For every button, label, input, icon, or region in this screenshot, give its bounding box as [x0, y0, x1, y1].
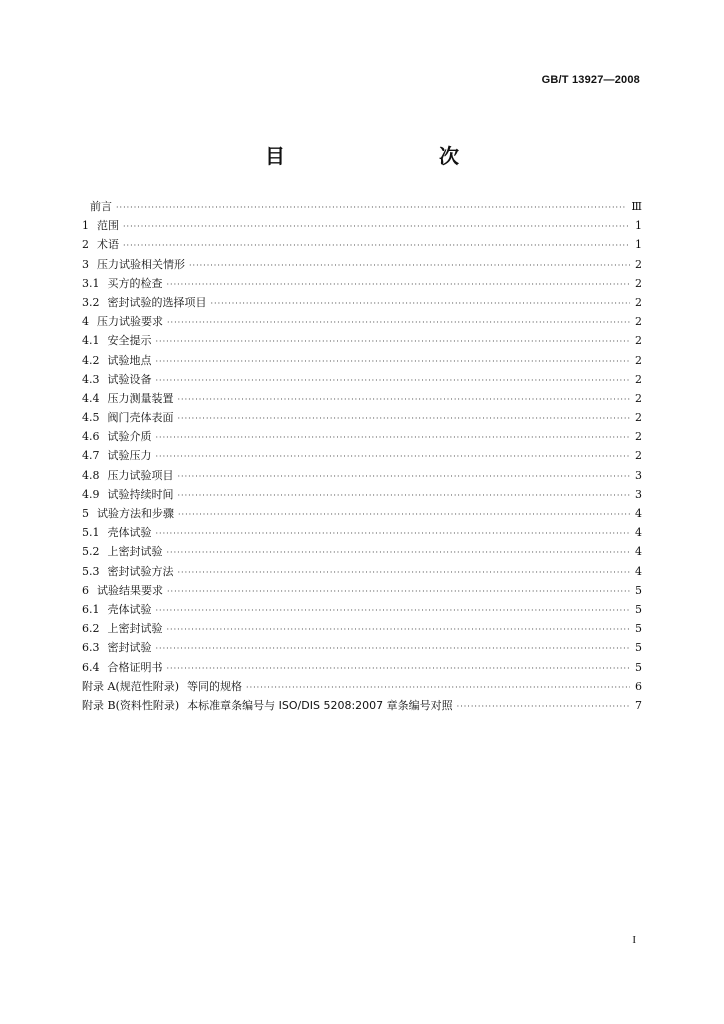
toc-leader [167, 620, 631, 638]
toc-page: 2 [635, 430, 642, 444]
toc-page: Ⅲ [631, 200, 642, 213]
toc-leader [457, 697, 630, 715]
toc-page: 4 [635, 526, 642, 540]
toc-page: 3 [635, 487, 642, 501]
toc-row[interactable] [82, 293, 642, 312]
toc-leader [156, 524, 631, 542]
toc-row[interactable] [82, 235, 642, 254]
toc-page: 5 [635, 622, 642, 636]
toc-page: 5 [635, 660, 642, 674]
toc-page: 7 [635, 698, 642, 712]
toc-leader [156, 639, 631, 657]
toc-row[interactable] [82, 408, 642, 427]
toc-leader [156, 447, 631, 465]
toc-label: 密封试验方法 [107, 564, 174, 578]
toc-leader [178, 409, 631, 427]
toc-row[interactable] [82, 312, 642, 331]
toc-row[interactable] [82, 542, 642, 561]
toc-label: 压力试验要求 [97, 315, 163, 329]
toc-label: 试验压力 [107, 449, 152, 463]
toc-number: 4.9 [82, 487, 100, 501]
toc-page: 1 [635, 219, 642, 233]
toc-page: 2 [635, 276, 642, 290]
toc-label: 试验地点 [107, 353, 152, 367]
toc-label: 试验介质 [107, 430, 152, 444]
toc-label: 压力测量装置 [107, 391, 174, 405]
toc-label: 壳体试验 [107, 602, 152, 616]
toc-number: 1 [82, 219, 89, 233]
toc-row-appendix-a[interactable] [82, 677, 642, 696]
toc-page: 2 [635, 353, 642, 367]
toc-row-foreword[interactable] [82, 197, 642, 216]
toc-number: 6.4 [82, 660, 100, 674]
toc-page: 2 [635, 334, 642, 348]
toc-page: 1 [635, 238, 642, 252]
toc-label: 压力试验项目 [107, 468, 174, 482]
toc-row[interactable] [82, 581, 642, 600]
toc-page: 5 [635, 602, 642, 616]
toc-label: 本标准章条编号与 ISO/DIS 5208:2007 章条编号对照 [187, 698, 453, 712]
toc-leader [178, 563, 631, 581]
toc-leader [178, 390, 631, 408]
toc-leader [167, 543, 631, 561]
toc-row[interactable] [82, 370, 642, 389]
toc-leader [167, 659, 631, 677]
toc-label: 阀门壳体表面 [107, 411, 174, 425]
toc-label: 试验方法和步骤 [97, 507, 174, 520]
toc-leader [211, 294, 631, 312]
toc-page: 4 [635, 507, 642, 520]
toc-leader [246, 678, 630, 696]
toc-row[interactable] [82, 504, 642, 523]
toc-label: 试验设备 [107, 372, 152, 386]
toc-number: 4.5 [82, 411, 100, 425]
toc-row[interactable] [82, 619, 642, 638]
toc-number: 6.3 [82, 641, 100, 655]
toc-number: 6 [82, 583, 89, 597]
toc-leader [156, 428, 631, 446]
toc-number: 4.6 [82, 430, 100, 444]
toc-page: 2 [635, 391, 642, 405]
toc-label: 买方的检查 [107, 276, 163, 290]
toc-label: 术语 [97, 238, 119, 252]
toc-label: 等同的规格 [187, 679, 243, 693]
toc-row[interactable] [82, 331, 642, 350]
toc-leader [156, 332, 631, 350]
toc-leader [116, 198, 627, 216]
toc-row[interactable] [82, 351, 642, 370]
toc-leader [167, 582, 630, 600]
toc-number: 5.2 [82, 545, 100, 559]
toc-number: 4.7 [82, 449, 100, 463]
toc-label: 上密封试验 [107, 545, 163, 559]
toc-number: 4.2 [82, 353, 100, 367]
toc-row[interactable] [82, 523, 642, 542]
toc-label: 密封试验的选择项目 [107, 295, 207, 309]
toc-leader [167, 275, 631, 293]
toc-row[interactable] [82, 255, 642, 274]
toc-number: 附录 B(资料性附录) [82, 698, 180, 712]
toc-row[interactable] [82, 466, 642, 485]
toc-number: 3 [82, 257, 89, 271]
toc-leader [156, 352, 631, 370]
toc-page: 2 [635, 372, 642, 386]
toc-leader [156, 601, 631, 619]
toc-number: 5.1 [82, 526, 100, 540]
toc-row[interactable] [82, 216, 642, 235]
toc-page: 2 [635, 449, 642, 463]
toc-number: 4 [82, 315, 89, 329]
toc-page: 2 [635, 315, 642, 329]
toc-title: 目 次 [265, 144, 497, 168]
toc-page: 6 [635, 679, 642, 693]
toc-leader [178, 467, 631, 485]
toc-page: 2 [635, 257, 642, 271]
toc-number: 6.2 [82, 622, 100, 636]
toc-leader [123, 236, 630, 254]
toc-number: 3.1 [82, 276, 100, 290]
toc-number: 4.3 [82, 372, 100, 386]
toc-row[interactable] [82, 638, 642, 657]
toc-leader [178, 486, 631, 504]
toc-page: 4 [635, 545, 642, 559]
toc-label: 试验结果要求 [97, 583, 163, 597]
toc-label: 壳体试验 [107, 526, 152, 540]
toc-page: 5 [635, 641, 642, 655]
toc-row[interactable] [82, 600, 642, 619]
toc-page: 5 [635, 583, 642, 597]
toc-number: 5.3 [82, 564, 100, 578]
toc-row[interactable] [82, 446, 642, 465]
toc-page: 4 [635, 564, 642, 578]
toc-label: 试验持续时间 [107, 487, 174, 501]
toc-leader [123, 217, 630, 235]
toc-leader [189, 256, 630, 274]
toc-row[interactable] [82, 389, 642, 408]
toc-number: 3.2 [82, 295, 100, 309]
toc-row[interactable] [82, 427, 642, 446]
toc-number: 4.8 [82, 468, 100, 482]
page-number: I [632, 934, 636, 946]
toc-number: 6.1 [82, 602, 100, 616]
toc-label: 上密封试验 [107, 622, 163, 636]
toc-label: 范围 [97, 219, 119, 233]
toc-row[interactable] [82, 658, 642, 677]
toc-number: 附录 A(规范性附录) [82, 679, 180, 693]
toc-number: 4.1 [82, 334, 100, 348]
toc-row[interactable] [82, 485, 642, 504]
table-of-contents [82, 197, 642, 715]
toc-page: 2 [635, 411, 642, 425]
toc-number: 5 [82, 507, 89, 520]
toc-label: 前言 [90, 200, 112, 213]
toc-leader [156, 371, 631, 389]
toc-leader [167, 313, 630, 331]
toc-number: 4.4 [82, 391, 100, 405]
toc-row[interactable] [82, 274, 642, 293]
toc-row[interactable] [82, 562, 642, 581]
standard-code: GB/T 13927—2008 [541, 74, 640, 86]
toc-row-appendix-b[interactable] [82, 696, 642, 715]
toc-label: 密封试验 [107, 641, 152, 655]
toc-number: 2 [82, 238, 89, 252]
toc-label: 安全提示 [107, 334, 152, 348]
toc-leader [178, 505, 630, 523]
toc-label: 合格证明书 [107, 660, 163, 674]
toc-page: 3 [635, 468, 642, 482]
toc-page: 2 [635, 295, 642, 309]
toc-label: 压力试验相关情形 [97, 257, 185, 271]
